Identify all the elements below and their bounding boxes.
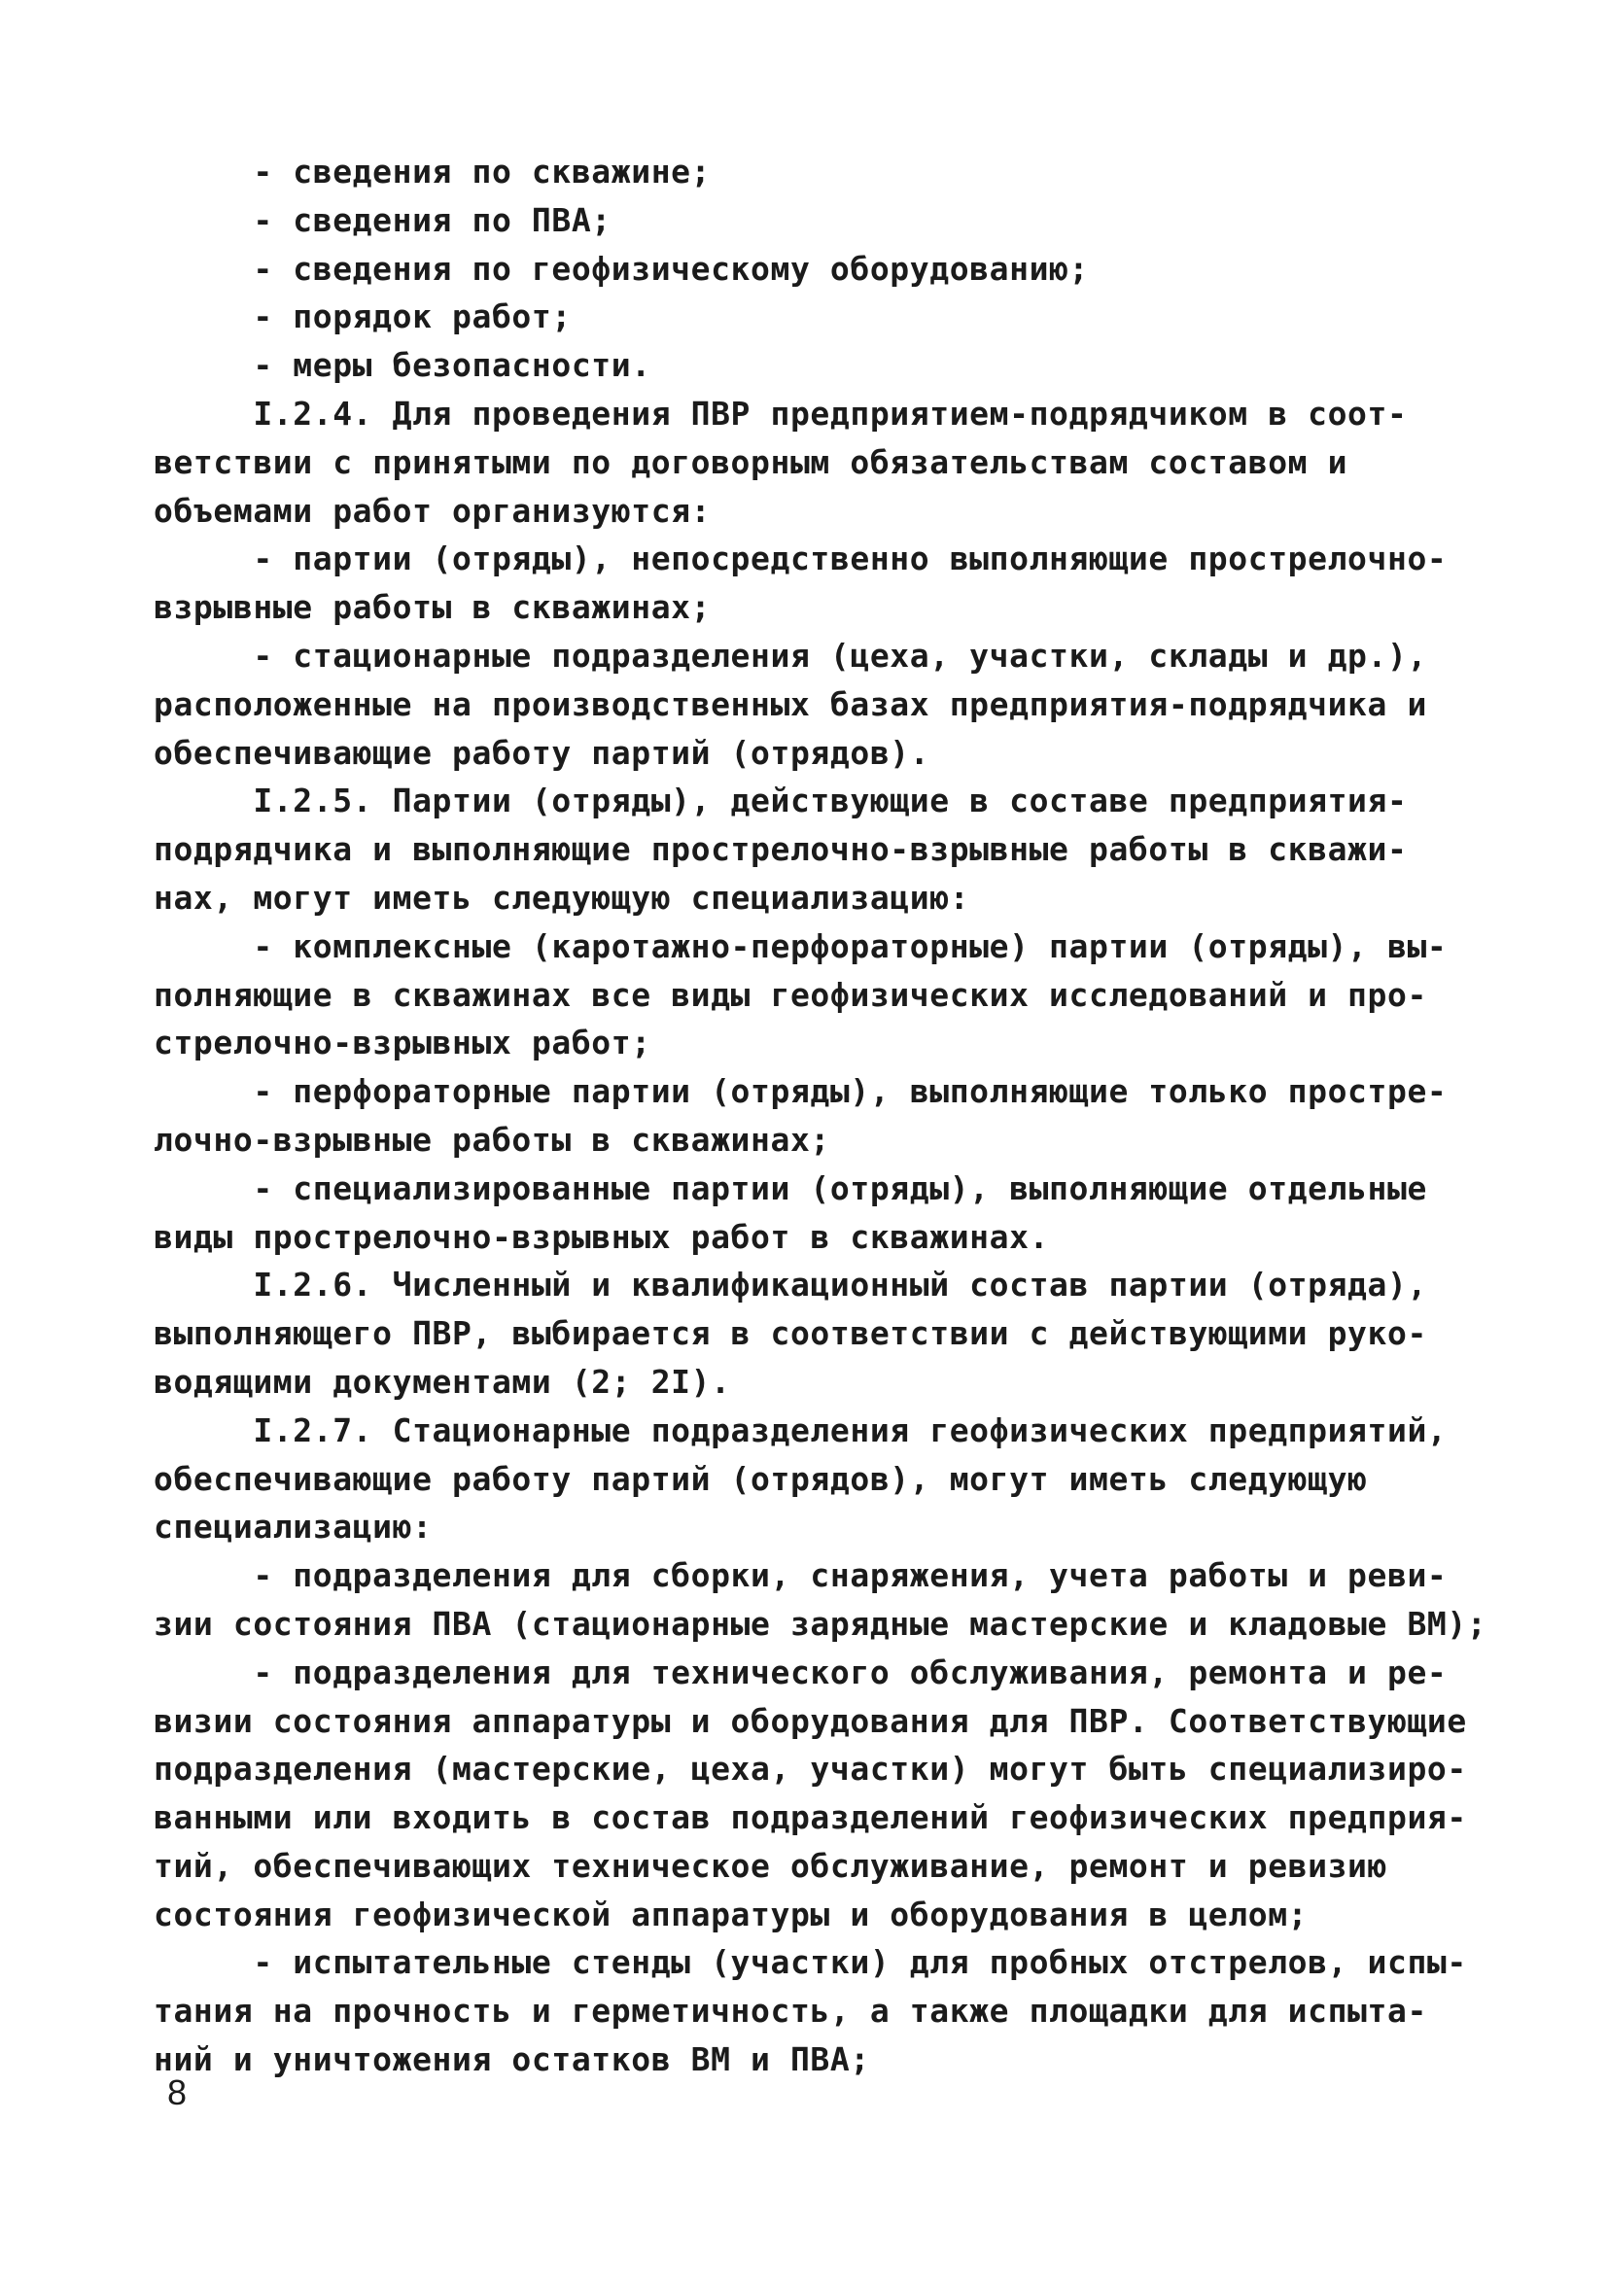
text-line: тий, обеспечивающих техническое обслуживание, ремонт и ревизию [154,1846,1387,1885]
text-line: I.2.7. Стационарные подразделения геофизических предприятий, [154,1410,1448,1449]
text-line: обеспечивающие работу партий (отрядов). [154,733,930,772]
text-line: состояния геофизической аппаратуры и оборудования в целом; [154,1895,1309,1933]
text-line: нах, могут иметь следующую специализацию: [154,878,970,917]
text-line: - сведения по ПВА; [154,200,612,239]
text-line: ветствии с принятыми по договорным обязательствам составом и [154,442,1348,481]
text-line: объемами работ организуются: [154,491,712,530]
text-line: - сведения по скважине; [154,153,712,191]
text-line: взрывные работы в скважинах; [154,588,712,627]
text-line: - испытательные стенды (участки) для пробных отстрелов, испы- [154,1943,1467,1982]
text-line: виды прострелочно-взрывных работ в скважинах. [154,1217,1050,1256]
text-line: обеспечивающие работу партий (отрядов), могут иметь следующую [154,1459,1368,1498]
text-line: подрядчика и выполняющие прострелочно-взрывные работы в скважи- [154,830,1408,869]
text-line: I.2.6. Численный и квалификационный состав партии (отряда), [154,1266,1427,1305]
text-line: - стационарные подразделения (цеха, участки, склады и др.), [154,636,1427,675]
text-line: - специализированные партии (отряды), выполняющие отдельные [154,1168,1427,1207]
text-line: тания на прочность и герметичность, а также площадки для испыта- [154,1992,1427,2031]
text-line: лочно-взрывные работы в скважинах; [154,1120,830,1159]
text-line: - меры безопасности. [154,346,651,385]
text-line: полняющие в скважинах все виды геофизических исследований и про- [154,975,1427,1014]
text-line: стрелочно-взрывных работ; [154,1024,651,1062]
text-line: - подразделения для технического обслуживания, ремонта и ре- [154,1652,1448,1691]
body-text [154,148,1487,2084]
text-line: I.2.4. Для проведения ПВР предприятием-подрядчиком в соот- [154,394,1408,433]
text-line: - сведения по геофизическому оборудованию; [154,249,1089,288]
text-line: визии состояния аппаратуры и оборудования для ПВР. Соответствующие [154,1701,1467,1740]
text-line: - порядок работ; [154,297,572,336]
text-line: - подразделения для сборки, снаряжения, учета работы и реви- [154,1556,1448,1595]
text-line: выполняющего ПВР, выбирается в соответствии с действующими руко- [154,1314,1427,1353]
text-line: I.2.5. Партии (отряды), действующие в составе предприятия- [154,782,1408,820]
text-line: водящими документами (2; 2I). [154,1362,731,1401]
text-line: ванными или входить в состав подразделений геофизических предприя- [154,1798,1467,1837]
text-line: ний и уничтожения остатков ВМ и ПВА; [154,2040,870,2079]
text-line: расположенные на производственных базах предприятия-подрядчика и [154,684,1427,723]
text-line: - перфораторные партии (отряды), выполняющие только простре- [154,1072,1448,1111]
text-line: специализацию: [154,1508,433,1547]
text-line: - комплексные (каротажно-перфораторные) партии (отряды), вы- [154,926,1448,965]
text-line: зии состояния ПВА (стационарные зарядные мастерские и кладовые ВМ); [154,1604,1487,1643]
text-line: подразделения (мастерские, цеха, участки) могут быть специализиро- [154,1750,1467,1789]
text-line: - партии (отряды), непосредственно выполняющие прострелочно- [154,539,1448,578]
page-number: 8 [167,2072,188,2112]
